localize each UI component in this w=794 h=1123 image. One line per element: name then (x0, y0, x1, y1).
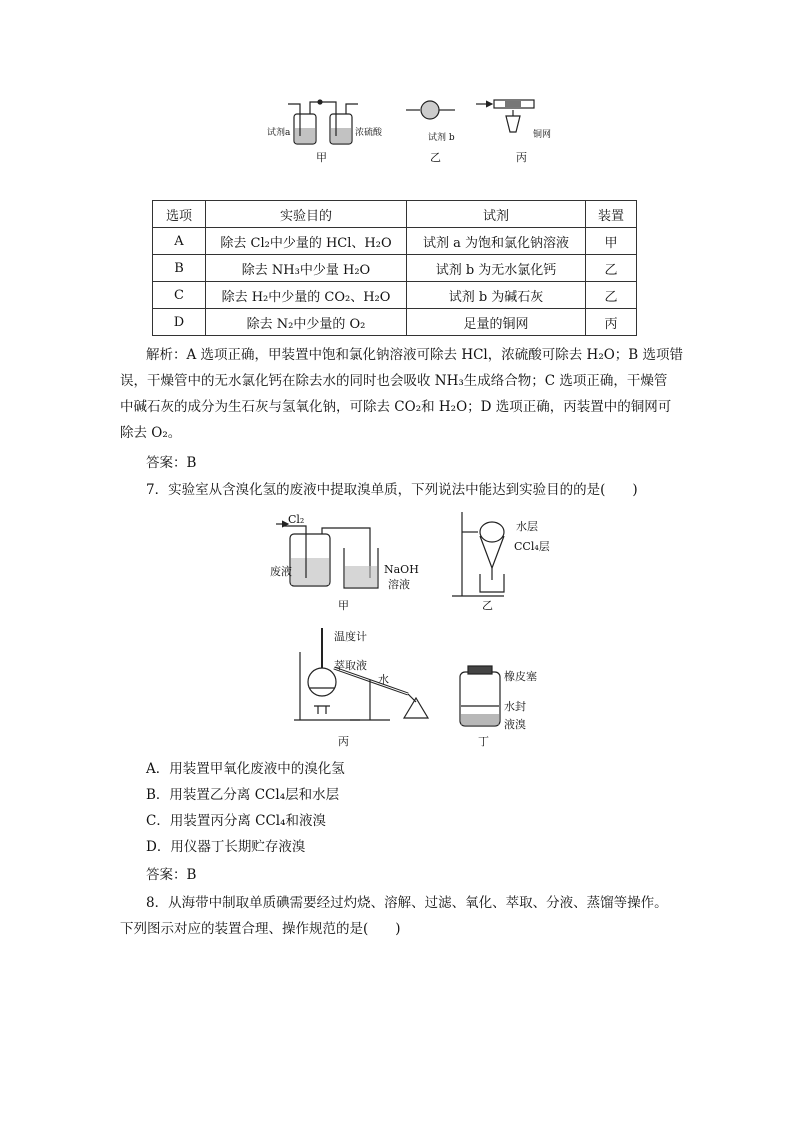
label-water-layer: 水层 (516, 520, 538, 533)
options-table (152, 200, 637, 336)
answer-q7: 答案：B (146, 867, 197, 883)
caption-q7-jia: 甲 (338, 599, 349, 612)
cell-option: B (153, 255, 206, 282)
figure-q7-bottom (290, 622, 530, 732)
cell-reagent: 试剂 b 为无水氯化钙 (407, 255, 586, 282)
apparatus-yi-stand (452, 512, 504, 596)
cell-reagent: 足量的铜网 (407, 309, 586, 336)
label-reagent-b: 试剂 b (428, 133, 455, 143)
label-water: 水 (378, 673, 389, 686)
label-cl2: Cl₂ (288, 513, 305, 526)
header-device: 装置 (586, 201, 637, 228)
q7-option-d: D．用仪器丁长期贮存液溴 (146, 839, 306, 855)
apparatus-yi-drying-tube (406, 101, 455, 119)
cell-purpose: 除去 Cl₂中少量的 HCl、H₂O (206, 228, 407, 255)
header-reagent: 试剂 (407, 201, 586, 228)
table-row (153, 282, 637, 309)
cell-option: C (153, 282, 206, 309)
caption-q7-bing: 丙 (338, 735, 349, 748)
cell-purpose: 除去 H₂中少量的 CO₂、H₂O (206, 282, 407, 309)
table-row (153, 255, 637, 282)
table-row (153, 309, 637, 336)
analysis-line-4: 除去 O₂。 (120, 425, 182, 441)
label-naoh-solution: 溶液 (388, 578, 410, 591)
question-8-line-1: 8．从海带中制取单质碘需要经过灼烧、溶解、过滤、氧化、萃取、分液、蒸馏等操作。 (146, 895, 668, 911)
analysis-line-2: 误，干燥管中的无水氯化钙在除去水的同时也会吸收 NH₃生成络合物；C 选项正确，干燥管 (120, 373, 668, 389)
cell-reagent: 试剂 b 为碱石灰 (407, 282, 586, 309)
cell-device: 乙 (586, 255, 637, 282)
cell-device: 丙 (586, 309, 637, 336)
table-header-row (153, 201, 637, 228)
label-reagent-a: 试剂a (267, 128, 291, 138)
caption-jia: 甲 (316, 151, 327, 164)
caption-yi: 乙 (430, 151, 441, 164)
question-8-line-2: 下列图示对应的装置合理、操作规范的是( ) (120, 921, 401, 937)
cell-option: A (153, 228, 206, 255)
apparatus-yi-funnel (480, 522, 504, 542)
caption-q7-yi: 乙 (482, 599, 493, 612)
answer-q6: 答案：B (146, 455, 197, 471)
label-thermometer: 温度计 (334, 630, 367, 643)
apparatus-bing-receiver (404, 698, 428, 718)
cell-option: D (153, 309, 206, 336)
apparatus-bing-flask (308, 668, 336, 696)
cell-device: 甲 (586, 228, 637, 255)
analysis-line-3: 中碱石灰的成分为生石灰与氢氧化钠，可除去 CO₂和 H₂O；D 选项正确，丙装置中的铜网可 (120, 399, 672, 415)
label-copper-mesh: 铜网 (533, 130, 552, 140)
caption-q7-ding: 丁 (478, 735, 489, 748)
header-purpose: 实验目的 (206, 201, 407, 228)
apparatus-ding-stopper (468, 666, 492, 674)
cell-reagent: 试剂 a 为饱和氯化钠溶液 (407, 228, 586, 255)
label-stopper: 橡皮塞 (504, 670, 537, 683)
apparatus-bing-heated-tube (476, 100, 534, 132)
apparatus-jia-bottles (288, 100, 358, 144)
label-waste: 废液 (270, 565, 292, 578)
analysis-line-1: 解析：A 选项正确，甲装置中饱和氯化钠溶液可除去 HCl，浓硫酸可除去 H₂O；B 选项错 (146, 347, 684, 363)
label-extract: 萃取液 (334, 659, 367, 672)
question-7-stem: 7．实验室从含溴化氢的废液中提取溴单质，下列说法中能达到实验目的的是( ) (146, 482, 638, 498)
figure-q7-top (266, 508, 556, 608)
q7-option-b: B．用装置乙分离 CCl₄层和水层 (146, 787, 340, 803)
label-water-seal: 水封 (504, 700, 526, 713)
q7-option-c: C．用装置丙分离 CCl₄和液溴 (146, 813, 327, 829)
cell-purpose: 除去 NH₃中少量 H₂O (206, 255, 407, 282)
q7-option-a: A．用装置甲氧化废液中的溴化氢 (146, 761, 345, 777)
table-row (153, 228, 637, 255)
label-liquid-bromine: 液溴 (504, 718, 526, 731)
cell-device: 乙 (586, 282, 637, 309)
caption-bing: 丙 (516, 151, 527, 164)
header-option: 选项 (153, 201, 206, 228)
label-ccl4-layer: CCl₄层 (514, 540, 550, 553)
cell-purpose: 除去 N₂中少量的 O₂ (206, 309, 407, 336)
label-conc-acid: 浓硫酸 (355, 128, 383, 138)
label-naoh: NaOH (384, 563, 419, 576)
